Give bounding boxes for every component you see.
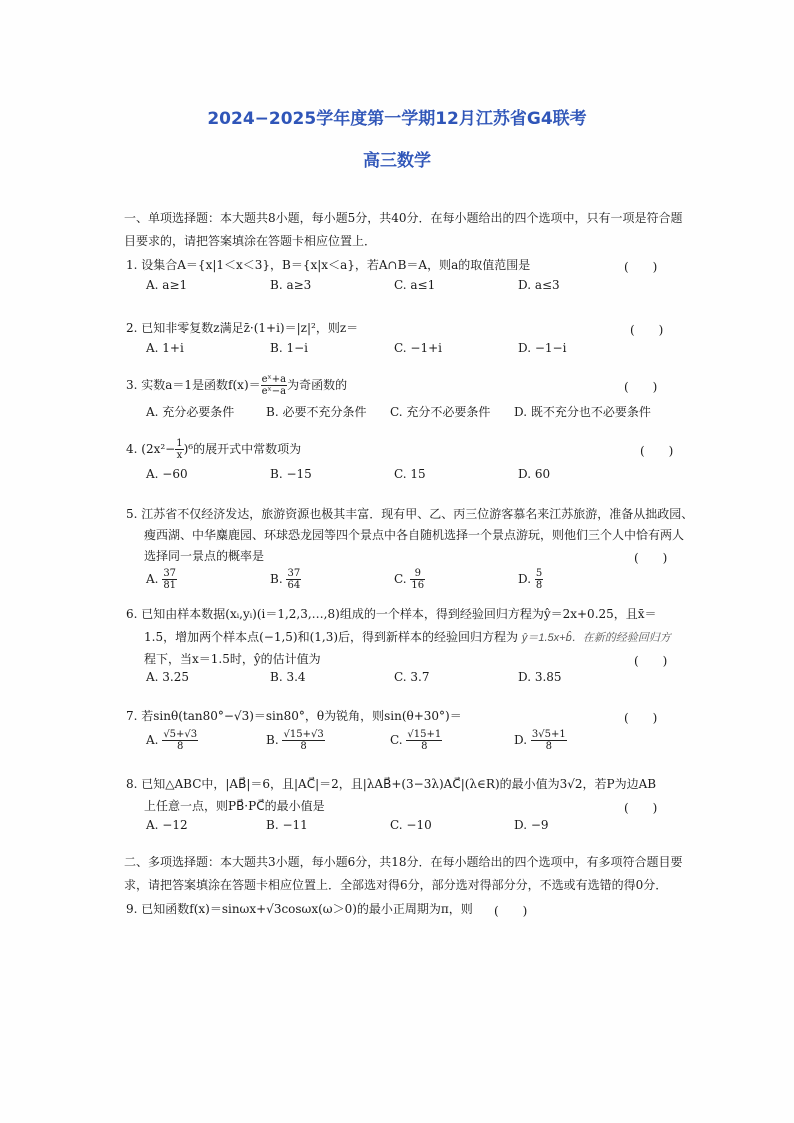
section1-intro: 一、单项选择题：本大题共8小题，每小题5分，共40分．在每小题给出的四个选项中，只有一项是符合题目要求的，请把答案填涂在答题卡相应位置上． xyxy=(124,211,683,248)
q3-option-a: A. 充分必要条件 xyxy=(146,405,235,419)
q5-line2: 瘦西湖、中华麋鹿园、环球恐龙园等四个景点中各自随机选择一个景点游玩，则他们三个人中恰有两人 xyxy=(144,528,685,542)
q4-stem-b: )⁶的展开式中常数项为 xyxy=(183,442,302,456)
q3-answer-paren: ( ) xyxy=(624,380,658,394)
q4-frac-numerator: 1 xyxy=(176,438,183,449)
q8-option-b: B. −11 xyxy=(266,818,308,832)
q6-option-b: B. 3.4 xyxy=(270,670,306,684)
q7-option-d-fraction xyxy=(531,729,567,752)
q5-option-b-numerator: 37 xyxy=(287,568,301,579)
exam-subtitle: 高三数学 xyxy=(363,151,431,171)
q4-stem-a: 4. (2x²− xyxy=(126,442,176,456)
q4-option-c: C. 15 xyxy=(394,467,426,481)
q1-answer-paren: ( ) xyxy=(624,260,658,274)
q5-line3: 选择同一景点的概率是 xyxy=(144,549,265,563)
q8-option-a: A. −12 xyxy=(146,818,188,832)
q4-stem xyxy=(126,438,301,461)
q5-option-a-label: A. xyxy=(146,572,159,586)
q5-answer-paren: ( ) xyxy=(634,551,668,565)
q8-option-c: C. −10 xyxy=(390,818,432,832)
q7-option-c-numerator: √15+1 xyxy=(407,729,442,740)
q5-option-c-label: C. xyxy=(394,572,407,586)
q7-option-d-denominator: 8 xyxy=(545,741,552,752)
q9-stem: 9. 已知函数f(x)＝sinωx+√3cosωx(ω＞0)的最小正周期为π，则 xyxy=(126,902,473,916)
q7-option-c-label: C. xyxy=(390,733,403,747)
q7-option-a-denominator: 8 xyxy=(177,741,184,752)
q7-stem: 7. 若sinθ(tan80°−√3)＝sin80°，θ为锐角，则sin(θ+30°)＝ xyxy=(126,709,462,723)
q7-option-c xyxy=(390,729,442,752)
q2-option-b: B. 1−i xyxy=(270,341,308,355)
q6-line3: 程下，当x＝1.5时，ŷ的估计值为 xyxy=(144,652,321,666)
q7-option-b-numerator: √15+√3 xyxy=(283,729,324,740)
q7-option-b-fraction xyxy=(282,729,324,752)
q7-option-d xyxy=(514,729,567,752)
q5-option-c-numerator: 9 xyxy=(410,568,425,580)
q5-option-c-fraction xyxy=(410,568,425,591)
q3-option-d: D. 既不充分也不必要条件 xyxy=(514,405,651,419)
q1-stem: 1. 设集合A＝{x|1＜x＜3}，B＝{x|x＜a}，若A∩B＝A，则a的取值范围是 xyxy=(126,258,531,272)
q8-option-d: D. −9 xyxy=(514,818,549,832)
q2-answer-paren: ( ) xyxy=(630,323,664,337)
q7-option-b-label: B. xyxy=(266,733,279,747)
q7-option-b-denominator: 8 xyxy=(300,741,307,752)
q8-answer-paren: ( ) xyxy=(624,801,658,815)
q3-stem-b: 为奇函数的 xyxy=(287,378,348,392)
q6-line2 xyxy=(144,626,671,649)
q4-option-a: A. −60 xyxy=(146,467,188,481)
q6-line2-handwritten: ŷ＝1.5x+b̂．在新的经验回归方 xyxy=(521,632,671,644)
q7-option-a-fraction xyxy=(162,729,198,752)
q2-option-c: C. −1+i xyxy=(394,341,442,355)
q5-option-b-label: B. xyxy=(270,572,283,586)
q5-option-d-numerator: 5 xyxy=(535,568,543,579)
q9-answer-paren: ( ) xyxy=(494,904,528,918)
q6-option-d: D. 3.85 xyxy=(518,670,562,684)
q3-frac-denominator: eˣ−a xyxy=(261,386,287,397)
q3-option-c: C. 充分不必要条件 xyxy=(390,405,491,419)
q7-option-a-label: A. xyxy=(146,733,159,747)
q4-frac-denominator: x xyxy=(176,450,183,461)
q5-option-d-denominator: 8 xyxy=(535,580,543,591)
q7-option-d-numerator: 3√5+1 xyxy=(531,729,566,740)
q5-option-c xyxy=(394,568,425,591)
q5-option-d-fraction xyxy=(535,568,543,591)
section2-intro: 二、多项选择题：本大题共3小题，每小题6分，共18分．在每小题给出的四个选项中，有多项符合题目要求，请把答案填涂在答题卡相应位置上．全部选对得6分，部分选对得部分分，不选或有选错的得0分． xyxy=(124,855,683,892)
q3-stem-a: 3. 实数a＝1是函数f(x)＝ xyxy=(126,378,261,392)
q4-option-d: D. 60 xyxy=(518,467,551,481)
q3-fraction xyxy=(261,374,288,397)
q1-option-d: D. a≤3 xyxy=(518,278,560,292)
q5-option-b xyxy=(270,568,301,591)
q2-option-a: A. 1+i xyxy=(146,341,184,355)
q5-line1: 5. 江苏省不仅经济发达，旅游资源也极其丰富．现有甲、乙、丙三位游客慕名来江苏旅游，准备从拙政园、 xyxy=(126,507,694,521)
q6-option-a: A. 3.25 xyxy=(146,670,190,684)
q6-line1: 6. 已知由样本数据(xᵢ,yᵢ)(i＝1,2,3,…,8)组成的一个样本，得到经验回归方程为ŷ＝2x+0.25，且x̄＝ xyxy=(126,607,657,621)
q6-option-c: C. 3.7 xyxy=(394,670,430,684)
q3-frac-numerator: eˣ+a xyxy=(261,374,287,385)
q5-option-b-denominator: 64 xyxy=(287,580,301,591)
q8-line1: 8. 已知△ABC中，|AB⃗|＝6，且|AC⃗|＝2，且|λAB⃗+(3−3λ)AC⃗|(λ∈R)的最小值为3√2，若P为边AB xyxy=(126,777,657,791)
q7-option-d-label: D. xyxy=(514,733,528,747)
q5-option-a xyxy=(146,568,177,591)
q7-option-b xyxy=(266,729,325,752)
q5-option-a-denominator: 81 xyxy=(163,580,177,591)
q7-option-a-numerator: √5+√3 xyxy=(163,729,198,740)
q5-option-a-fraction xyxy=(162,568,177,591)
q7-option-c-denominator: 8 xyxy=(421,741,428,752)
q5-option-c-denominator: 16 xyxy=(411,580,425,591)
q5-option-d-label: D. xyxy=(518,572,532,586)
q7-answer-paren: ( ) xyxy=(624,711,658,725)
q5-option-a-numerator: 37 xyxy=(163,568,177,579)
q3-option-b: B. 必要不充分条件 xyxy=(266,405,367,419)
q6-line2-print: 1.5，增加两个样本点(−1,5)和(1,3)后，得到新样本的经验回归方程为 xyxy=(144,630,519,644)
q1-option-c: C. a≤1 xyxy=(394,278,436,292)
q2-stem: 2. 已知非零复数z满足z̄·(1+i)＝|z|²，则z＝ xyxy=(126,321,359,335)
q6-answer-paren: ( ) xyxy=(634,654,668,668)
q4-answer-paren: ( ) xyxy=(640,444,674,458)
q5-option-b-fraction xyxy=(286,568,301,591)
q4-fraction xyxy=(175,438,183,461)
q8-line2: 上任意一点，则PB⃗·PC⃗的最小值是 xyxy=(144,799,325,813)
q7-option-a xyxy=(146,729,198,752)
q7-option-c-fraction xyxy=(406,729,442,752)
q2-option-d: D. −1−i xyxy=(518,341,567,355)
q1-option-a: A. a≥1 xyxy=(146,278,188,292)
q1-option-b: B. a≥3 xyxy=(270,278,312,292)
q4-option-b: B. −15 xyxy=(270,467,312,481)
q3-stem xyxy=(126,374,347,397)
q5-option-d xyxy=(518,568,543,591)
exam-title: 2024−2025学年度第一学期12月江苏省G4联考 xyxy=(207,109,587,129)
